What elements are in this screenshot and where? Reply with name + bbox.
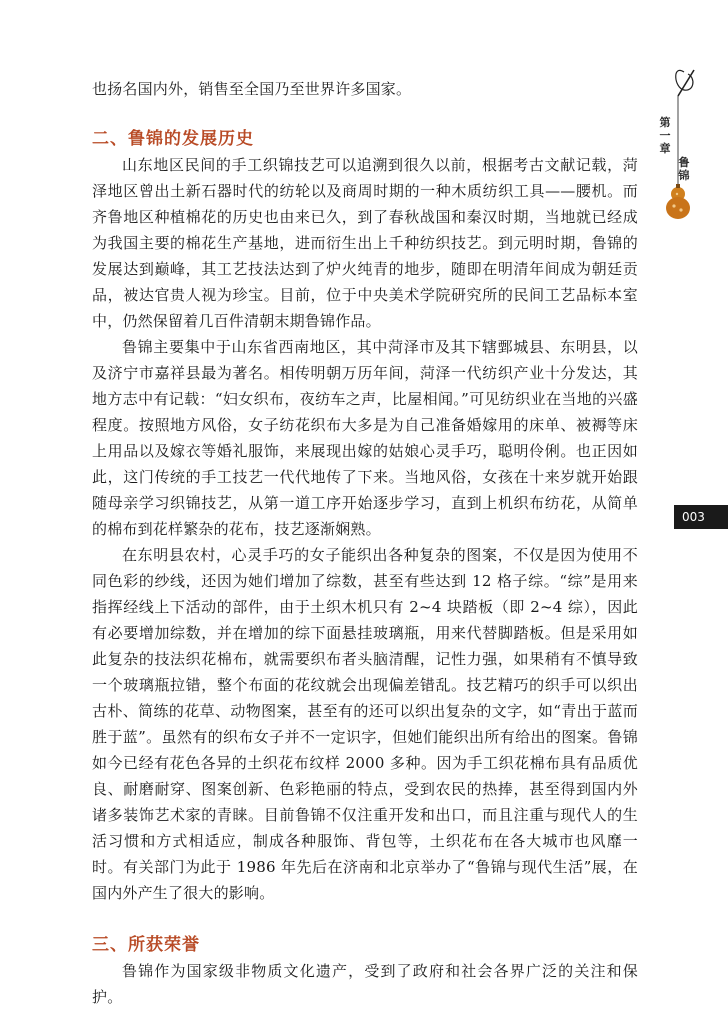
chapter-sidebar — [650, 60, 710, 230]
history-paragraph-1: 山东地区民间的手工织锦技艺可以追溯到很久以前，根据考古文献记载，菏泽地区曾出土新石器时代的纺轮以及商周时期的一种木质纺织工具——腰机。而齐鲁地区种植棉花的历史也由来已久，到了春秋战国和秦汉时期，当地就已经成为我国主要的棉花生产基地，进而衍生出上千种纺织技艺。到元明时期，鲁锦的发展达到巅峰，其工艺技法达到了炉火纯青的地步，随即在明清年间成为朝廷贡品，被达官贵人视为珍宝。目前，位于中央美术学院研究所的民间工艺品标本室中，仍然保留着几百件清朝末期鲁锦作品。 — [92, 156, 638, 330]
chapter-label: 第一章 — [659, 116, 671, 155]
section-heading-history: 二、鲁锦的发展历史 — [92, 129, 254, 149]
page-number: 003 — [674, 505, 728, 529]
history-paragraph-2: 鲁锦主要集中于山东省西南地区，其中菏泽市及其下辖鄄城县、东明县，以及济宁市嘉祥县最为著名。相传明朝万历年间，菏泽一代纺织产业十分发达，其地方志中有记载：“妇女织布，夜纺车之声，比屋相闻。”可见纺织业在当地的兴盛程度。按照地方风俗，女子纺花织布大多是为自己准备婚嫁用的床单、被褥等床上用品以及嫁衣等婚礼服饰，来展现出嫁的姑娘心灵手巧，聪明伶俐。也正因如此，这门传统的手工技艺一代代地传了下来。当地风俗，女孩在十来岁就开始跟随母亲学习织锦技艺，从第一道工序开始逐步学习，直到上机织布纺花，从简单的棉布到花样繁杂的花布，技艺逐渐娴熟。 — [92, 338, 638, 538]
history-paragraph-3: 在东明县农村，心灵手巧的女子能织出各种复杂的图案，不仅是因为使用不同色彩的纱线，还因为她们增加了综数，甚至有些达到 12 格子综。“综”是用来指挥经线上下活动的部件，由于土织木机只有 2~4 块踏板（即 2~4 综），因此有必要增加综数，并在增加的综下面悬挂玻璃瓶，用来代替脚踏板。但是采用如此复杂的技法织花棉布，就需要织布者头脑清醒，记性力强，如果稍有不慎导致一个玻璃瓶拉错，整个布面的花纹就会出现偏差错乱。技艺精巧的织手可以织出古朴、简练的花草、动物图案，甚至有的还可以织出复杂的文字，如“青出于蓝而胜于蓝”。虽然有的织布女子并不一定识字，但她们能织出所有给出的图案。鲁锦如今已经有花色各异的土织花布纹样 2000 多种。因为手工织花棉布具有品质优良、耐磨耐穿、图案创新、色彩艳丽的特点，受到农民的热捧，甚至得到国内外诸多装饰艺术家的青睐。目前鲁锦不仅注重开发和出口，而且注重与现代人的生活习惯和方式相适应，制成各种服饰、背包等，土织花布在各大城市也风靡一时。有关部门为此于 1986 年先后在济南和北京举办了“鲁锦与现代生活”展，在国内外产生了很大的影响。 — [92, 546, 638, 902]
chapter-title: 鲁锦 — [678, 156, 690, 182]
page-body — [92, 76, 638, 1010]
intro-paragraph: 也扬名国内外，销售至全国乃至世界许多国家。 — [92, 80, 412, 98]
section-heading-honors: 三、所获荣誉 — [92, 935, 200, 955]
honors-paragraph-1: 鲁锦作为国家级非物质文化遗产，受到了政府和社会各界广泛的关注和保护。 — [92, 962, 638, 1006]
